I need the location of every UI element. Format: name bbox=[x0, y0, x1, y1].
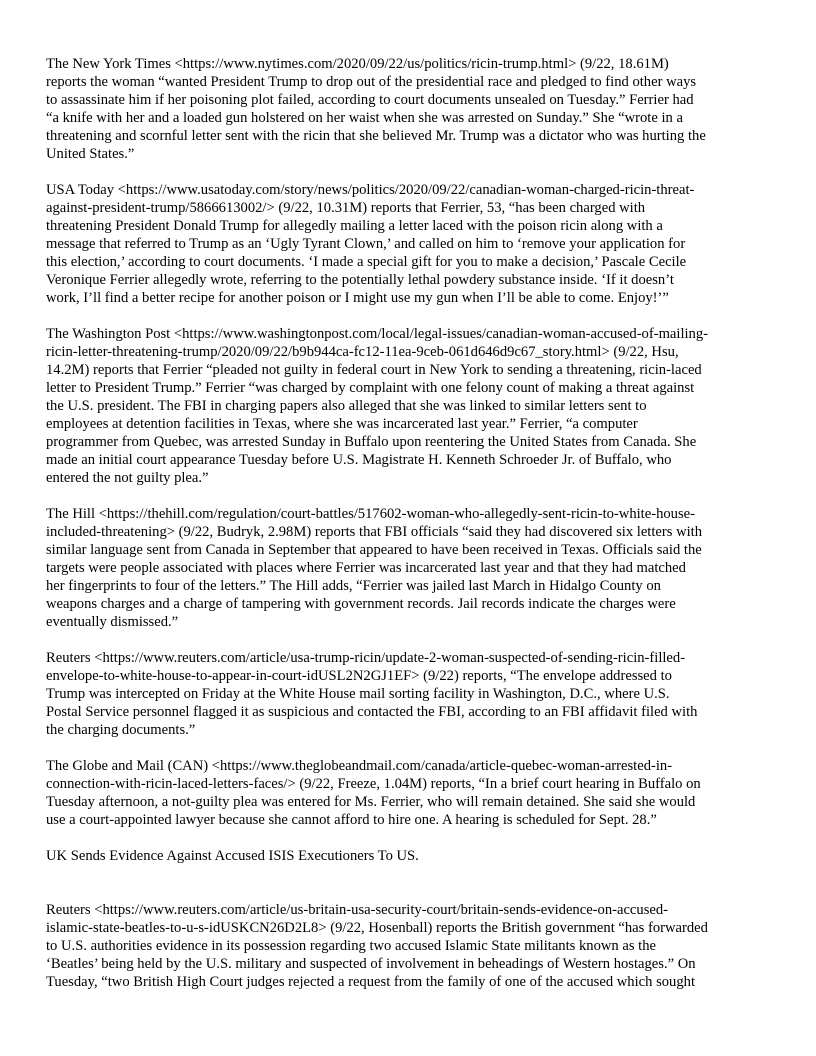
paragraph-line: made an initial court appearance Tuesday before U.S. Magistrate H. Kenneth Schroeder Jr. of Buffalo, who bbox=[46, 452, 672, 468]
news-paragraphs bbox=[46, 55, 774, 829]
paragraph-line: Tuesday afternoon, a not-guilty plea was entered for Ms. Ferrier, who will remain detained. She said she would bbox=[46, 794, 696, 810]
paragraph-line: programmer from Quebec, was arrested Sunday in Buffalo upon reentering the United States from Canada. She bbox=[46, 434, 697, 450]
paragraph-line: Tuesday, “two British High Court judges rejected a request from the family of one of the accused which sought bbox=[46, 974, 696, 990]
paragraph-line: entered the not guilty plea.” bbox=[46, 470, 209, 486]
paragraph-line: envelope-to-white-house-to-appear-in-court-idUSL2N2GJ1EF> (9/22) reports, “The envelope addressed to bbox=[46, 668, 672, 684]
paragraph-line: employees at detention facilities in Texas, where she was incarcerated last year.” Ferrier, “a computer bbox=[46, 416, 638, 432]
paragraph-line: to U.S. authorities evidence in its possession regarding two accused Islamic State militants known as the bbox=[46, 938, 656, 954]
paragraph-line: The Globe and Mail (CAN) <https://www.theglobeandmail.com/canada/article-quebec-woman-arrested-in- bbox=[46, 758, 673, 774]
paragraph-line: work, I’ll find a better recipe for another poison or I might use my gun when I’ll be able to come. Enjoy!’” bbox=[46, 290, 669, 306]
paragraph-line: eventually dismissed.” bbox=[46, 614, 179, 630]
paragraph-line: against-president-trump/5866613002/> (9/22, 10.31M) reports that Ferrier, 53, “has been charged with bbox=[46, 200, 646, 216]
paragraph-line: the charging documents.” bbox=[46, 722, 196, 738]
paragraph-line: this election,’ according to court documents. ‘I made a special gift for you to make a decision,’ Pascale Cecile bbox=[46, 254, 687, 270]
paragraph-line: connection-with-ricin-laced-letters-faces/> (9/22, Freeze, 1.04M) reports, “In a brief court hearing in Buffalo on bbox=[46, 776, 701, 792]
paragraph-line: letter to President Trump.” Ferrier “was charged by complaint with one felony count of making a threat against bbox=[46, 380, 695, 396]
news-paragraph-reuters1 bbox=[46, 649, 774, 739]
paragraph-line: The Hill <https://thehill.com/regulation/court-battles/517602-woman-who-allegedly-sent-ricin-to-white-house- bbox=[46, 506, 695, 522]
paragraph-line: message that referred to Trump as an ‘Ugly Tyrant Clown,’ and called on him to ‘remove your application for bbox=[46, 236, 686, 252]
paragraph-line: “a knife with her and a loaded gun holstered on her waist when she was arrested on Sunday.” She “wrote in a bbox=[46, 110, 683, 126]
paragraph-line: Reuters <https://www.reuters.com/article/us-britain-usa-security-court/britain-sends-evidence-on-accused- bbox=[46, 902, 669, 918]
paragraph-line: islamic-state-beatles-to-u-s-idUSKCN26D2L8> (9/22, Hosenball) reports the British government “has forwarded bbox=[46, 920, 708, 936]
paragraph-line: to assassinate him if her poisoning plot failed, according to court documents unsealed on Tuesday.” Ferrier had bbox=[46, 92, 694, 108]
paragraph-line: Trump was intercepted on Friday at the White House mail sorting facility in Washington, D.C., where U.S. bbox=[46, 686, 670, 702]
paragraph-line: threatening and scornful letter sent with the ricin that she believed Mr. Trump was a dictator who was hurting the bbox=[46, 128, 706, 144]
news-paragraph-thehill bbox=[46, 505, 774, 631]
final-paragraph-container bbox=[46, 901, 774, 991]
paragraph-line: targets were people associated with places where Ferrier was incarcerated last year and that they had matched bbox=[46, 560, 686, 576]
document-page bbox=[46, 55, 774, 1009]
paragraph-line: United States.” bbox=[46, 146, 135, 162]
paragraph-line: Postal Service personnel flagged it as suspicious and contacted the FBI, according to an FBI affidavit filed with bbox=[46, 704, 698, 720]
paragraph-line: Veronique Ferrier allegedly wrote, referring to the potentially lethal powdery substance inside. ‘If it doesn’t bbox=[46, 272, 674, 288]
news-paragraph-usatoday bbox=[46, 181, 774, 307]
news-paragraph-wapo bbox=[46, 325, 774, 487]
paragraph-line: The Washington Post <https://www.washingtonpost.com/local/legal-issues/canadian-woman-accused-of-mailing- bbox=[46, 326, 709, 342]
paragraph-line: similar language sent from Canada in September that appeared to have been received in Texas. Officials said the bbox=[46, 542, 702, 558]
paragraph-line: ricin-letter-threatening-trump/2020/09/22/b9b944ca-fc12-11ea-9ceb-061d646d9c67_story.html> (9/22, Hsu, bbox=[46, 344, 679, 360]
paragraph-line: ‘Beatles’ being held by the U.S. military and suspected of involvement in beheadings of Western hostages.” On bbox=[46, 956, 696, 972]
paragraph-line: use a court-appointed lawyer because she cannot afford to hire one. A hearing is scheduled for Sept. 28.” bbox=[46, 812, 657, 828]
paragraph-line: the U.S. president. The FBI in charging papers also alleged that she was linked to similar letters sent to bbox=[46, 398, 647, 414]
news-paragraph-globeandmail bbox=[46, 757, 774, 829]
news-paragraph-reuters2 bbox=[46, 901, 774, 991]
paragraph-line: included-threatening> (9/22, Budryk, 2.98M) reports that FBI officials “said they had discovered six letters with bbox=[46, 524, 703, 540]
paragraph-line: The New York Times <https://www.nytimes.com/2020/09/22/us/politics/ricin-trump.html> (9/22, 18.61M) bbox=[46, 56, 669, 72]
paragraph-line: Reuters <https://www.reuters.com/article/usa-trump-ricin/update-2-woman-suspected-of-sending-ricin-filled- bbox=[46, 650, 686, 666]
paragraph-line: 14.2M) reports that Ferrier “pleaded not guilty in federal court in New York to sending a threatening, ricin-laced bbox=[46, 362, 702, 378]
news-paragraph-nyt bbox=[46, 55, 774, 163]
paragraph-line: weapons charges and a charge of tampering with government records. Jail records indicate the charges were bbox=[46, 596, 676, 612]
section-heading: UK Sends Evidence Against Accused ISIS Executioners To US. bbox=[46, 848, 419, 864]
paragraph-line: her fingerprints to four of the letters.” The Hill adds, “Ferrier was jailed last March in Hidalgo County on bbox=[46, 578, 661, 594]
paragraph-line: reports the woman “wanted President Trump to drop out of the presidential race and pledged to find other ways bbox=[46, 74, 697, 90]
paragraph-line: threatening President Donald Trump for allegedly mailing a letter laced with the poison ricin along with a bbox=[46, 218, 663, 234]
paragraph-line: USA Today <https://www.usatoday.com/story/news/politics/2020/09/22/canadian-woman-charged-ricin-threat- bbox=[46, 182, 695, 198]
